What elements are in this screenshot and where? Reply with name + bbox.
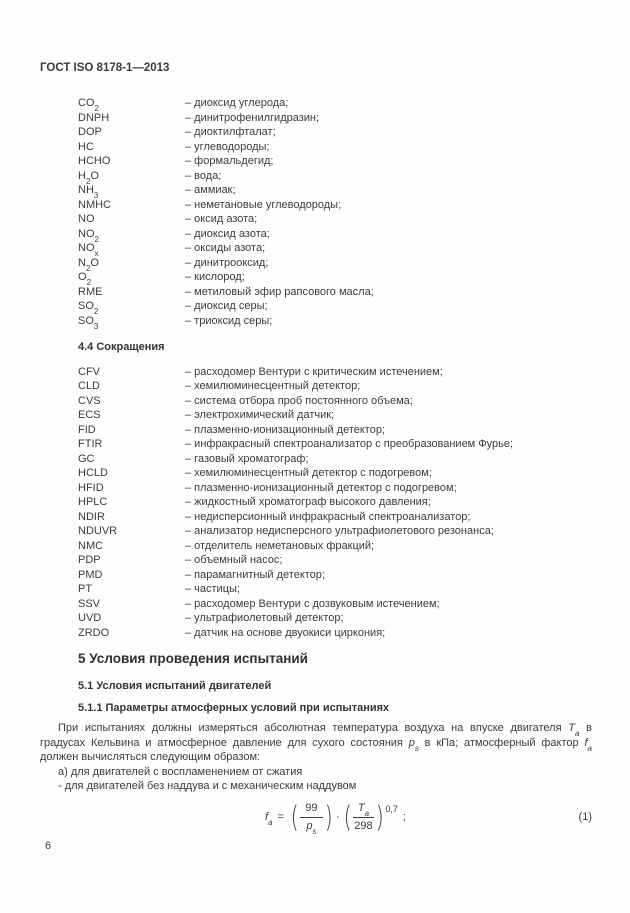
abbreviation-term: NMC xyxy=(78,539,104,552)
abbreviation-term: NDIR xyxy=(78,510,105,523)
list-item xyxy=(78,452,592,467)
abbreviation-definition: – оксиды азота; xyxy=(185,242,266,254)
abbreviation-definition: – жидкостный хроматограф высокого давления; xyxy=(185,496,431,508)
abbreviation-term: NMHC xyxy=(78,198,111,211)
abbreviation-term: HC xyxy=(78,140,94,153)
multiplication-dot: · xyxy=(335,811,340,824)
abbreviation-term: $NO_2$ xyxy=(78,227,99,244)
semicolon: ; xyxy=(402,811,406,824)
left-paren: ( xyxy=(290,800,299,834)
abbreviation-term: $SO_2$ xyxy=(78,300,99,317)
chemical-symbols-list xyxy=(78,96,592,331)
abbreviation-definition: – газовый хроматограф; xyxy=(185,452,309,465)
abbreviation-definition: – инфракрасный спектроанализатор с преобразованием Фурье; xyxy=(185,438,514,450)
abbreviation-term: $SO_3$ xyxy=(78,314,99,331)
abbreviation-definition: – отделитель неметановых фракций; xyxy=(185,539,375,552)
abbreviation-definition: – ультрафиолетовый детектор; xyxy=(185,612,344,624)
abbreviation-term: PT xyxy=(78,583,93,595)
abbreviation-definition: – плазменно-ионизационный детектор с подогревом; xyxy=(185,481,457,494)
list-item xyxy=(78,111,592,126)
abbreviation-definition: – динитрофенилгидразин; xyxy=(185,111,320,124)
list-item xyxy=(78,285,592,300)
abbreviation-definition: – вода; xyxy=(185,169,222,182)
right-paren: ) xyxy=(375,800,384,834)
abbreviation-definition: – углеводороды; xyxy=(185,140,270,153)
abbreviation-definition: – диоктилфталат; xyxy=(185,126,276,138)
abbreviation-term: DNPH xyxy=(78,111,110,124)
equals-sign: = xyxy=(277,811,284,824)
right-paren: ) xyxy=(324,800,333,834)
abbreviation-definition: – метиловый эфир рапсового масла; xyxy=(185,285,374,298)
abbreviation-term: FID xyxy=(78,423,96,436)
standard-number-header: ГОСТ ISO 8178-1—2013 xyxy=(40,62,170,74)
abbreviation-definition: – объемный насос; xyxy=(185,554,283,566)
abbreviation-term: CVS xyxy=(78,394,101,407)
abbreviation-term: ECS xyxy=(78,409,101,421)
abbreviation-definition: – электрохимический датчик; xyxy=(185,409,335,421)
abbreviation-term: $O_2$ xyxy=(78,271,92,288)
abbreviation-term: ZRDO xyxy=(78,626,110,639)
abbreviation-term: DOP xyxy=(78,126,102,138)
list-item xyxy=(78,408,592,423)
list-item xyxy=(78,568,592,583)
list-item xyxy=(78,466,592,481)
list-item xyxy=(78,299,592,317)
list-item xyxy=(78,140,592,155)
abbreviation-term: CFV xyxy=(78,365,100,378)
list-item xyxy=(78,626,592,641)
list-item xyxy=(78,524,592,539)
list-item xyxy=(78,423,592,438)
list-item xyxy=(78,495,592,510)
list-item xyxy=(78,481,592,496)
list-item-compression-ignition: а) для двигателей с воспламенением от сжатия xyxy=(58,765,303,778)
abbreviation-definition: – аммиак; xyxy=(185,184,236,196)
abbreviation-term: GC xyxy=(78,452,95,465)
list-item xyxy=(78,394,592,409)
formula-lhs: $f_а$ xyxy=(265,811,273,828)
list-item xyxy=(78,183,592,201)
list-item xyxy=(78,227,592,242)
abbreviation-definition: – недисперсионный инфракрасный спектроанализатор; xyxy=(185,510,471,523)
abbreviation-term: PMD xyxy=(78,568,103,581)
paragraph-atmospheric-conditions: При испытаниях должны измеряться абсолютная температура воздуха на впуске двигателя $T_а$ в градусах Кельвина и атмосферное давление для сухого состояния $p_s$ в кПа; атмосферный фактор $f_а$ должен вычисляться следующим образом: xyxy=(40,722,592,763)
section-heading-5: 5 Условия проведения испытаний xyxy=(78,651,308,666)
list-item xyxy=(78,539,592,554)
formula-row xyxy=(40,796,592,840)
abbreviation-term: RME xyxy=(78,285,103,298)
abbreviation-definition: – динитрооксид; xyxy=(185,256,269,269)
list-item xyxy=(78,270,592,288)
section-heading-5-1-1: 5.1.1 Параметры атмосферных условий при испытаниях xyxy=(78,701,390,714)
list-item xyxy=(78,611,592,626)
abbreviation-definition: – хемилюминесцентный детектор; xyxy=(185,380,361,392)
abbreviation-definition: – частицы; xyxy=(185,583,240,595)
abbreviation-definition: – плазменно-ионизационный детектор; xyxy=(185,423,386,436)
list-item xyxy=(78,198,592,213)
abbreviation-term: HFID xyxy=(78,481,104,494)
list-item xyxy=(78,241,592,259)
list-item xyxy=(78,597,592,612)
list-item-naturally-aspirated: - для двигателей без наддува и с механическим наддувом xyxy=(58,780,357,792)
list-item xyxy=(78,125,592,140)
abbreviation-term: PDP xyxy=(78,554,101,566)
list-item xyxy=(78,379,592,394)
abbreviation-term: SSV xyxy=(78,597,101,610)
abbreviation-definition: – оксид азота; xyxy=(185,213,258,225)
abbreviation-definition: – хемилюминесцентный детектор с подогревом; xyxy=(185,467,432,479)
list-item xyxy=(78,437,592,452)
list-item xyxy=(78,154,592,169)
abbreviation-definition: – расходомер Вентури с дозвуковым истечением; xyxy=(185,597,440,610)
list-item xyxy=(78,212,592,227)
abbreviation-term: $N_2O$ xyxy=(78,256,99,273)
abbreviation-term: $NO_x$ xyxy=(78,242,99,259)
abbreviation-term: $H_2O$ xyxy=(78,169,99,186)
list-item xyxy=(78,553,592,568)
abbreviation-definition: – кислород; xyxy=(185,271,245,283)
abbreviation-definition: – система отбора проб постоянного объема; xyxy=(185,394,413,407)
list-item xyxy=(78,510,592,525)
abbreviations-list xyxy=(78,365,592,641)
abbreviation-definition: – диоксид углерода; xyxy=(185,97,289,109)
abbreviation-term: $NH_3$ xyxy=(78,184,99,201)
abbreviation-definition: – диоксид азота; xyxy=(185,227,270,240)
abbreviation-term: FTIR xyxy=(78,438,103,450)
section-heading-4-4: 4.4 Сокращения xyxy=(78,341,165,353)
abbreviation-term: HCHO xyxy=(78,155,111,167)
abbreviation-term: HCLD xyxy=(78,467,108,479)
fraction-99-ps: $\frac{99}{p_s}$ xyxy=(300,802,322,833)
fraction-ta-298: $\frac{T_а}{298}$ xyxy=(354,802,373,832)
page-number: 6 xyxy=(45,840,52,852)
abbreviation-definition: – датчик на основе двуокиси циркония; xyxy=(185,626,386,639)
abbreviation-definition: – неметановые углеводороды; xyxy=(185,198,342,211)
abbreviation-definition: – анализатор недисперсного ультрафиолетового резонанса; xyxy=(185,525,494,537)
equation-number: (1) xyxy=(578,811,592,824)
list-item xyxy=(78,314,592,329)
abbreviation-definition: – парамагнитный детектор; xyxy=(185,568,325,581)
section-heading-5-1: 5.1 Условия испытаний двигателей xyxy=(78,680,272,692)
abbreviation-definition: – формальдегид; xyxy=(185,155,274,167)
list-item xyxy=(78,582,592,597)
formula-atmospheric-factor xyxy=(265,800,406,837)
abbreviation-term: $CO_2$ xyxy=(78,97,99,114)
abbreviation-term: NDUVR xyxy=(78,525,118,537)
abbreviation-definition: – диоксид серы; xyxy=(185,300,268,312)
abbreviation-definition: – расходомер Вентури с критическим истечением; xyxy=(185,365,443,378)
abbreviation-definition: – триоксид серы; xyxy=(185,314,273,327)
list-item xyxy=(78,169,592,184)
exponent: 0,7 xyxy=(385,804,398,814)
abbreviation-term: UVD xyxy=(78,612,102,624)
abbreviation-term: NO xyxy=(78,213,95,225)
list-item xyxy=(78,256,592,271)
abbreviation-term: HPLC xyxy=(78,496,108,508)
abbreviation-term: CLD xyxy=(78,380,101,392)
left-paren: ( xyxy=(343,800,352,834)
list-item xyxy=(78,365,592,380)
list-item xyxy=(78,96,592,114)
